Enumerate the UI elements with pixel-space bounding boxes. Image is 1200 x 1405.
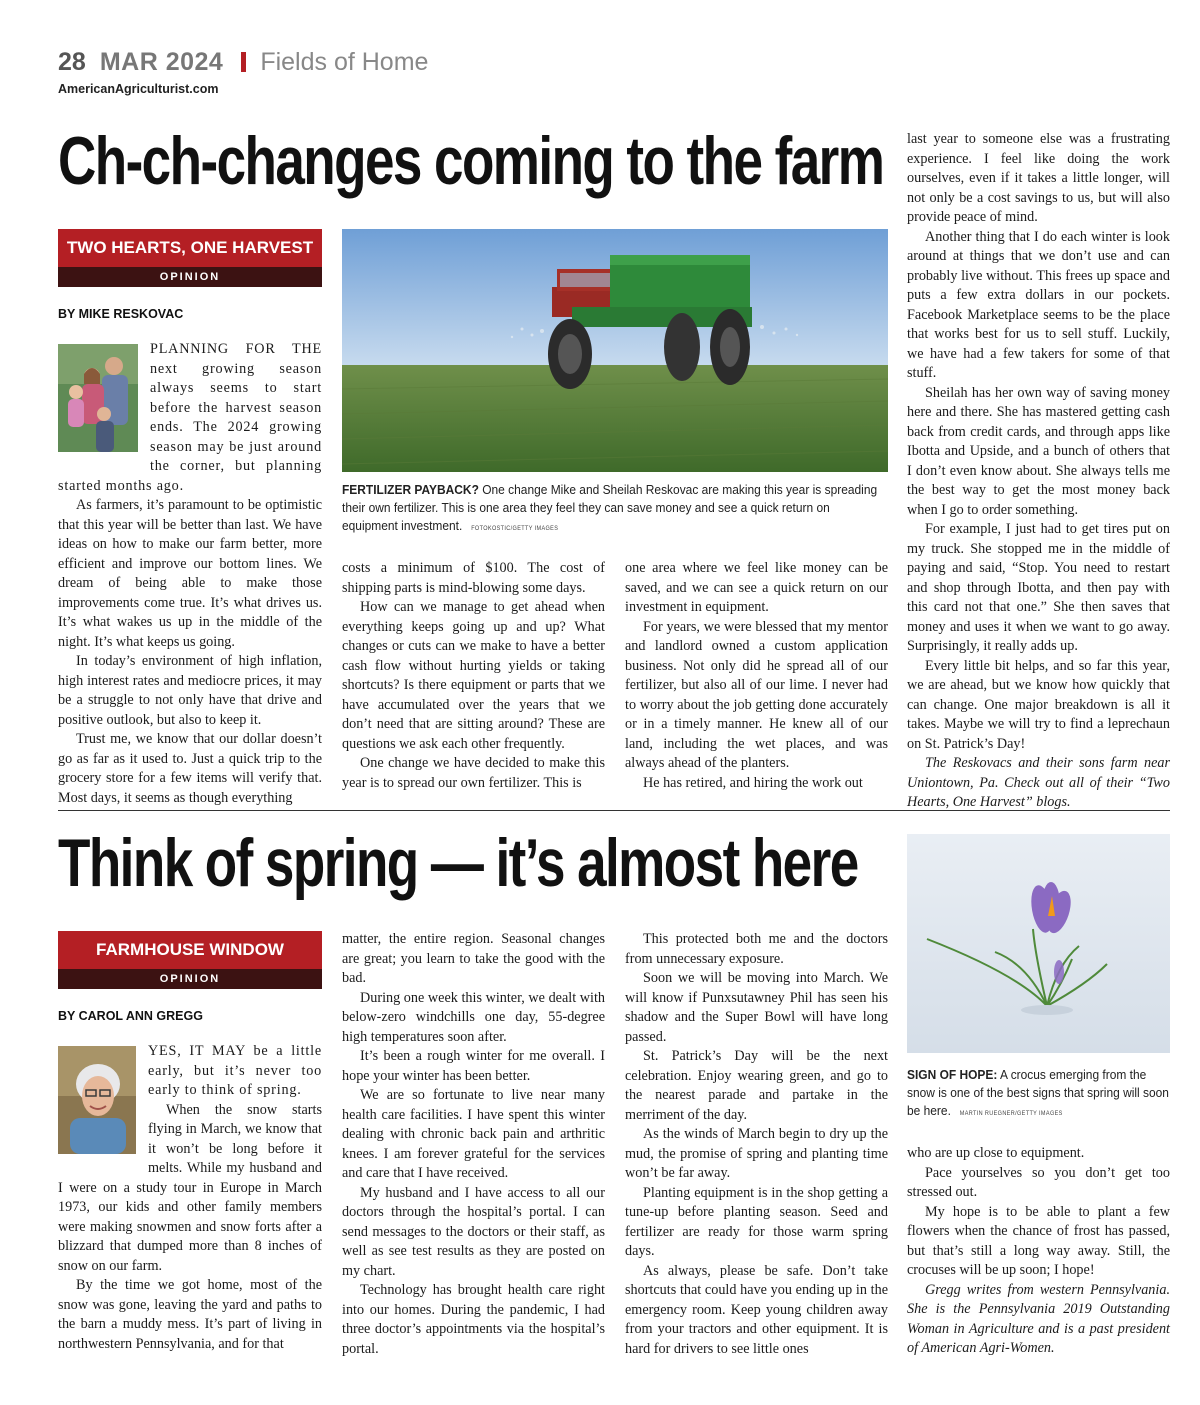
author-bio: The Reskovacs and their sons farm near Uniontown, Pa. Check out all of their “Two Hearts, One Harvest” blogs. bbox=[907, 755, 1170, 810]
article1-headline: Ch-ch-changes coming to the farm bbox=[58, 123, 884, 199]
article1-byline: BY MIKE RESKOVAC bbox=[58, 307, 184, 321]
article1-column-2 bbox=[342, 559, 605, 793]
column-type: OPINION bbox=[58, 969, 322, 989]
article1-photo-caption bbox=[342, 481, 885, 538]
article2-lead-paragraph: YES, IT MAY be a little early, but it’s never too early to think of spring. bbox=[148, 1043, 322, 1098]
author-photo-carol-ann-gregg bbox=[58, 1046, 136, 1154]
paragraph: Every little bit helps, and so far this year, we are ahead, but we know how quickly that can change. One major breakdown is all it takes. Maybe we will try to find a leprechaun on St. Patrick’s Day! bbox=[907, 657, 1170, 752]
article1-column-1 bbox=[58, 340, 322, 808]
column-type: OPINION bbox=[58, 267, 322, 287]
paragraph: He has retired, and hiring the work out bbox=[643, 774, 863, 791]
section-divider bbox=[58, 810, 1170, 811]
paragraph: Soon we will be moving into March. We will know if Punxsutawney Phil has seen his shadow and the Super Bowl will have long passed. bbox=[625, 970, 888, 1045]
paragraph: Another thing that I do each winter is look around at things that we don’t use and can probably live without. This frees up space and puts a few extra dollars in our pockets. Facebook Marketplace seems to be the place that works best for us to sell stuff. Luckily, we have had a few takers for some of that stuff. bbox=[907, 228, 1170, 381]
page-folio bbox=[58, 44, 428, 80]
paragraph: Sheilah has her own way of saving money here and there. She has mastered getting cash back from credit cards, and through apps like Ibotta and Upside, and a bunch of others that I don’t even know about. She always tells me the best way to get the most money back when I go to order something. bbox=[907, 384, 1170, 518]
paragraph: last year to someone else was a frustrating experience. I feel like doing the work ourselves, even if it takes a little longer, will not only be a cost savings to us, but will also provide peace of mind. bbox=[907, 131, 1170, 225]
paragraph: It’s been a rough winter for me overall. I hope your winter has been better. bbox=[342, 1048, 605, 1084]
tractor-spreader-photo bbox=[342, 229, 888, 472]
paragraph: My hope is to be able to plant a few flowers when the chance of frost has passed, but that’s still a long way away. Still, the crocuses will be up soon; I hope! bbox=[907, 1203, 1170, 1278]
paragraph: My husband and I have access to all our doctors through the hospital’s portal. I can send messages to the doctors or their staff, as well as see test results as they are posted on my chart. bbox=[342, 1184, 605, 1279]
folio-divider bbox=[241, 52, 246, 72]
article2-column-4 bbox=[907, 1144, 1170, 1359]
photo-credit: FOTOKOSTIC/GETTY IMAGES bbox=[471, 526, 559, 532]
caption-text: One change Mike and Sheilah Reskovac are making this year is spreading their own fertilizer. This is one area they feel they can save money and see a quick return on equipment investment. bbox=[342, 482, 878, 533]
paragraph: As the winds of March begin to dry up the mud, the promise of spring and planting time won’t be far away. bbox=[625, 1126, 888, 1181]
issue-date: MAR 2024 bbox=[99, 47, 224, 76]
paragraph: During one week this winter, we dealt with below-zero windchills one day, 55-degree high temperatures soon after. bbox=[342, 989, 605, 1045]
photo-credit: MARTIN RUEGNER/GETTY IMAGES bbox=[959, 1111, 1063, 1117]
paragraph: For example, I just had to get tires put on my truck. She stopped me in the middle of paying and said, “Stop. You need to restart and shop through Ibotta, and then pay with this card not that one.” She then saves that money and uses it when we want to go away. Surprisingly, it really adds up. bbox=[907, 521, 1170, 654]
paragraph: One change we have decided to make this year is to spread our own fertilizer. This is bbox=[342, 755, 605, 791]
column-name: FARMHOUSE WINDOW bbox=[58, 931, 322, 969]
paragraph: As always, please be safe. Don’t take shortcuts that could have you ending up in the emergency room. Keep young children away from your tractors and other equipment. It is hard for drivers to see little ones bbox=[625, 1262, 888, 1357]
caption-lead: SIGN OF HOPE: bbox=[907, 1067, 998, 1082]
article2-byline: BY CAROL ANN GREGG bbox=[58, 1009, 203, 1023]
column-name: TWO HEARTS, ONE HARVEST bbox=[58, 229, 322, 267]
article2-headline: Think of spring — it’s almost here bbox=[58, 825, 858, 901]
paragraph: Technology has brought health care right into our homes. During the pandemic, I had three doctor’s appointments via the hospital’s portal. bbox=[342, 1282, 605, 1357]
article1-column-3 bbox=[625, 559, 888, 793]
paragraph: By the time we got home, most of the snow was gone, leaving the yard and paths to the barn a muddy mess. It’s part of living in northwestern Pennsylvania, and for that bbox=[58, 1277, 322, 1352]
caption-text: A crocus emerging from the snow is one of the best signs that spring will soon be here. bbox=[907, 1067, 1169, 1118]
paragraph: costs a minimum of $100. The cost of shipping parts is mind-blowing some days. bbox=[342, 560, 605, 596]
article2-column-3 bbox=[625, 930, 888, 1359]
paragraph: who are up close to equipment. bbox=[907, 1145, 1085, 1161]
paragraph: For years, we were blessed that my mentor and landlord owned a custom application business. Not only did he spread all of our fertilizer, but also all of our lime. I never had to worry about the job getting done accurately or in a timely manner. He knew all of our land, including the wet places, and was always ahead of the planters. bbox=[625, 618, 888, 771]
paragraph: Trust me, we know that our dollar doesn’t go as far as it used to. Just a quick trip to the grocery store for a few items will verify that. Most days, it seems as though everything bbox=[58, 731, 322, 806]
crocus-photo bbox=[907, 834, 1170, 1053]
article2-column-banner bbox=[58, 931, 322, 989]
paragraph: We are so fortunate to live near many health care facilities. I have spent this winter dealing with chronic back pain and arthritic knees. I am forever grateful for the services and care that I have received. bbox=[342, 1087, 605, 1181]
website-link[interactable]: AmericanAgriculturist.com bbox=[58, 82, 219, 96]
article1-lead-paragraph: PLANNING FOR THE next growing season always seems to start before the harvest season ends. The 2024 growing season may be just around the corner, but planning started months ago. bbox=[58, 341, 322, 494]
article1-column-4 bbox=[907, 130, 1170, 813]
paragraph: one area where we feel like money can be saved, and we can see a quick return on our investment in equipment. bbox=[625, 560, 888, 615]
paragraph: As farmers, it’s paramount to be optimistic that this year will be better than last. We have ideas on how to make our farm better, more efficient and improve our bottom lines. We dream of being able to make those improvements come true. It’s what drives us. It’s what wakes us up in the middle of the night. It’s what keeps us going. bbox=[58, 497, 322, 650]
paragraph: This protected both me and the doctors from unnecessary exposure. bbox=[625, 931, 888, 967]
author-photo-mike-reskovac bbox=[58, 344, 138, 452]
article2-column-1 bbox=[58, 1042, 322, 1354]
paragraph: St. Patrick’s Day will be the next celebration. Enjoy wearing green, and go to the nearest parade and partake in the merriment of the day. bbox=[625, 1048, 888, 1123]
fertilizer-spreader-image bbox=[342, 229, 888, 472]
author-bio: Gregg writes from western Pennsylvania. She is the Pennsylvania 2019 Outstanding Woman in Agriculture and is a past president of American Agri-Women. bbox=[907, 1281, 1170, 1356]
crocus-in-snow-image bbox=[907, 834, 1170, 1053]
paragraph: Planting equipment is in the shop getting a tune-up before planting season. Seed and fertilizer are ready for those warm spring days. bbox=[625, 1184, 888, 1259]
family-photo-icon bbox=[58, 344, 138, 452]
paragraph: Pace yourselves so you don’t get too stressed out. bbox=[907, 1164, 1170, 1200]
caption-lead: FERTILIZER PAYBACK? bbox=[342, 482, 479, 497]
article2-column-2 bbox=[342, 930, 605, 1359]
article2-photo-caption bbox=[907, 1066, 1169, 1123]
paragraph: When the snow starts flying in March, we know that it won’t be long before it melts. While my husband and I were on a study tour in Europe in March 1973, our kids and other family members were making snowmen and snow forts after a blizzard that dumped more than 8 inches of snow on our farm. bbox=[58, 1101, 322, 1274]
paragraph: How can we manage to get ahead when everything keeps going up and up? What changes or cuts can we make to have a better cash flow without hurting yields or taking shortcuts? Is there equipment or parts that we have accumulated over the years that we don’t need that are sitting around? These are questions we ask each other frequently. bbox=[342, 599, 605, 752]
paragraph: In today’s environment of high inflation, high interest rates and mediocre prices, it may be a struggle to not only have that drive and positive outlook, but also to keep it. bbox=[58, 653, 322, 728]
paragraph: matter, the entire region. Seasonal changes are great; you learn to take the good with the bad. bbox=[342, 931, 605, 986]
portrait-icon bbox=[58, 1046, 136, 1154]
section-title: Fields of Home bbox=[260, 47, 429, 76]
page-number: 28 bbox=[58, 47, 86, 76]
article1-column-banner bbox=[58, 229, 322, 287]
